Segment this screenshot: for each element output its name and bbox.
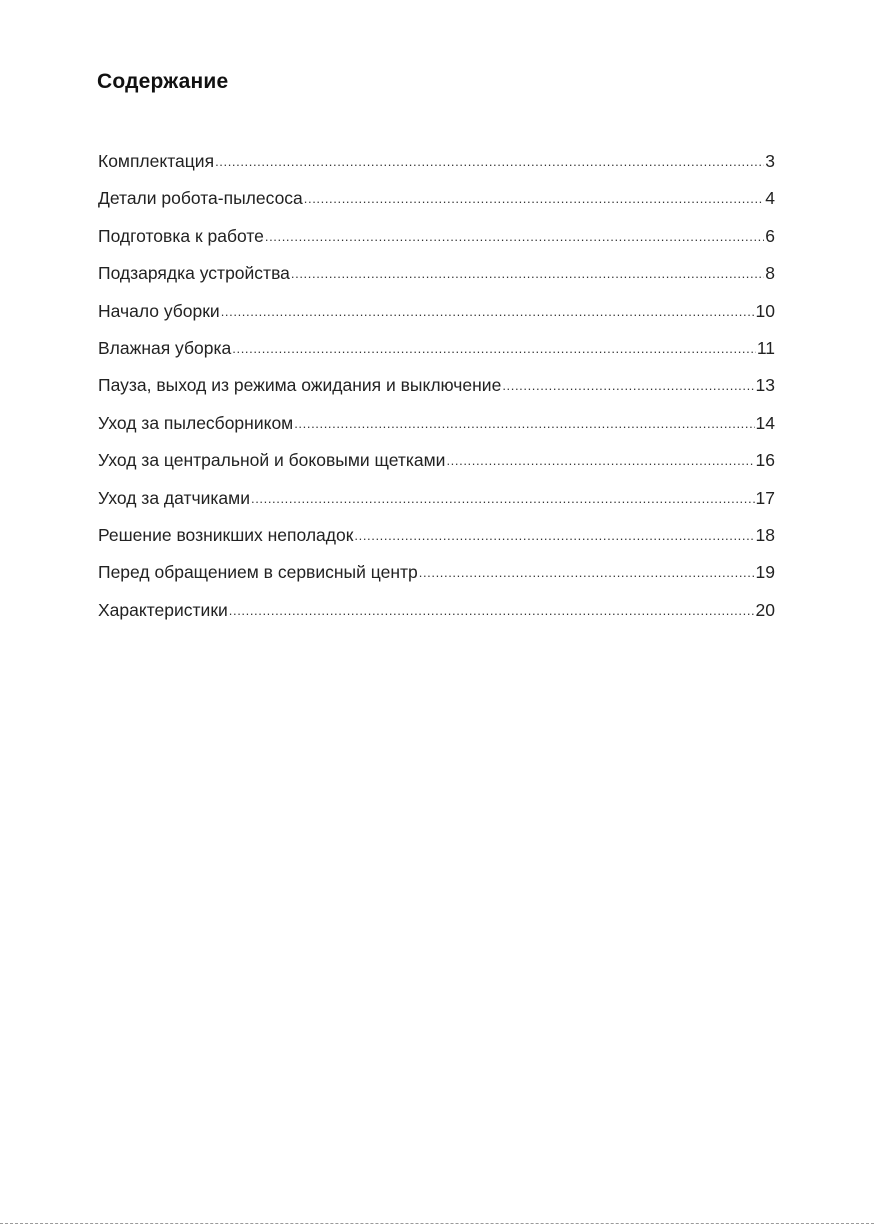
toc-entry-label: Пауза, выход из режима ожидания и выключение (98, 375, 502, 396)
toc-entry-page: 4 (765, 188, 775, 209)
toc-entry-page: 20 (755, 599, 775, 620)
toc-entry[interactable] (98, 488, 775, 525)
toc-entry-page: 14 (755, 412, 775, 433)
toc-entry-page: 8 (765, 263, 775, 284)
toc-entry[interactable] (98, 600, 775, 637)
toc-entry-page: 11 (756, 337, 775, 358)
toc-entry[interactable] (98, 562, 775, 599)
toc-entry-page: 18 (755, 524, 775, 545)
toc-leader-dots (221, 300, 755, 321)
toc-entry[interactable] (98, 226, 775, 263)
toc-leader-dots (251, 487, 755, 508)
toc-leader-dots (419, 561, 755, 582)
table-of-contents (98, 151, 775, 637)
toc-entry-label: Детали робота-пылесоса (98, 188, 303, 209)
toc-entry[interactable] (98, 413, 775, 450)
toc-entry[interactable] (98, 338, 775, 375)
toc-entry-page: 17 (755, 487, 775, 508)
toc-leader-dots (446, 449, 754, 470)
page-bottom-divider (0, 1223, 874, 1224)
toc-entry-label: Перед обращением в сервисный центр (98, 562, 418, 583)
toc-entry[interactable] (98, 263, 775, 300)
toc-entry-page: 3 (765, 151, 775, 171)
toc-entry-label: Характеристики (98, 599, 228, 620)
toc-leader-dots (291, 262, 764, 283)
toc-entry-label: Уход за центральной и боковыми щетками (98, 450, 446, 471)
toc-entry-label: Комплектация (98, 151, 215, 171)
toc-leader-dots (294, 412, 754, 433)
toc-leader-dots (215, 150, 764, 171)
toc-entry[interactable] (98, 151, 775, 188)
toc-entry-label: Подзарядка устройства (98, 263, 290, 284)
toc-entry[interactable] (98, 301, 775, 338)
toc-leader-dots (265, 225, 764, 246)
toc-entry-page: 10 (755, 300, 775, 321)
toc-entry-label: Начало уборки (98, 300, 220, 321)
toc-entry-page: 13 (755, 375, 775, 396)
page-title: Содержание (97, 70, 229, 93)
toc-entry[interactable] (98, 450, 775, 487)
toc-entry[interactable] (98, 375, 775, 412)
toc-leader-dots (304, 187, 764, 208)
toc-entry-page: 16 (755, 450, 775, 471)
toc-entry[interactable] (98, 188, 775, 225)
toc-entry-label: Подготовка к работе (98, 225, 264, 246)
toc-entry-page: 19 (755, 562, 775, 583)
toc-entry[interactable] (98, 525, 775, 562)
toc-entry-label: Уход за пылесборником (98, 412, 294, 433)
toc-leader-dots (502, 374, 754, 395)
toc-entry-label: Влажная уборка (98, 337, 232, 358)
toc-leader-dots (232, 337, 756, 358)
toc-leader-dots (229, 599, 755, 620)
toc-leader-dots (354, 524, 754, 545)
toc-entry-label: Решение возникших неполадок (98, 524, 354, 545)
toc-entry-label: Уход за датчиками (98, 487, 250, 508)
toc-entry-page: 6 (765, 225, 775, 246)
